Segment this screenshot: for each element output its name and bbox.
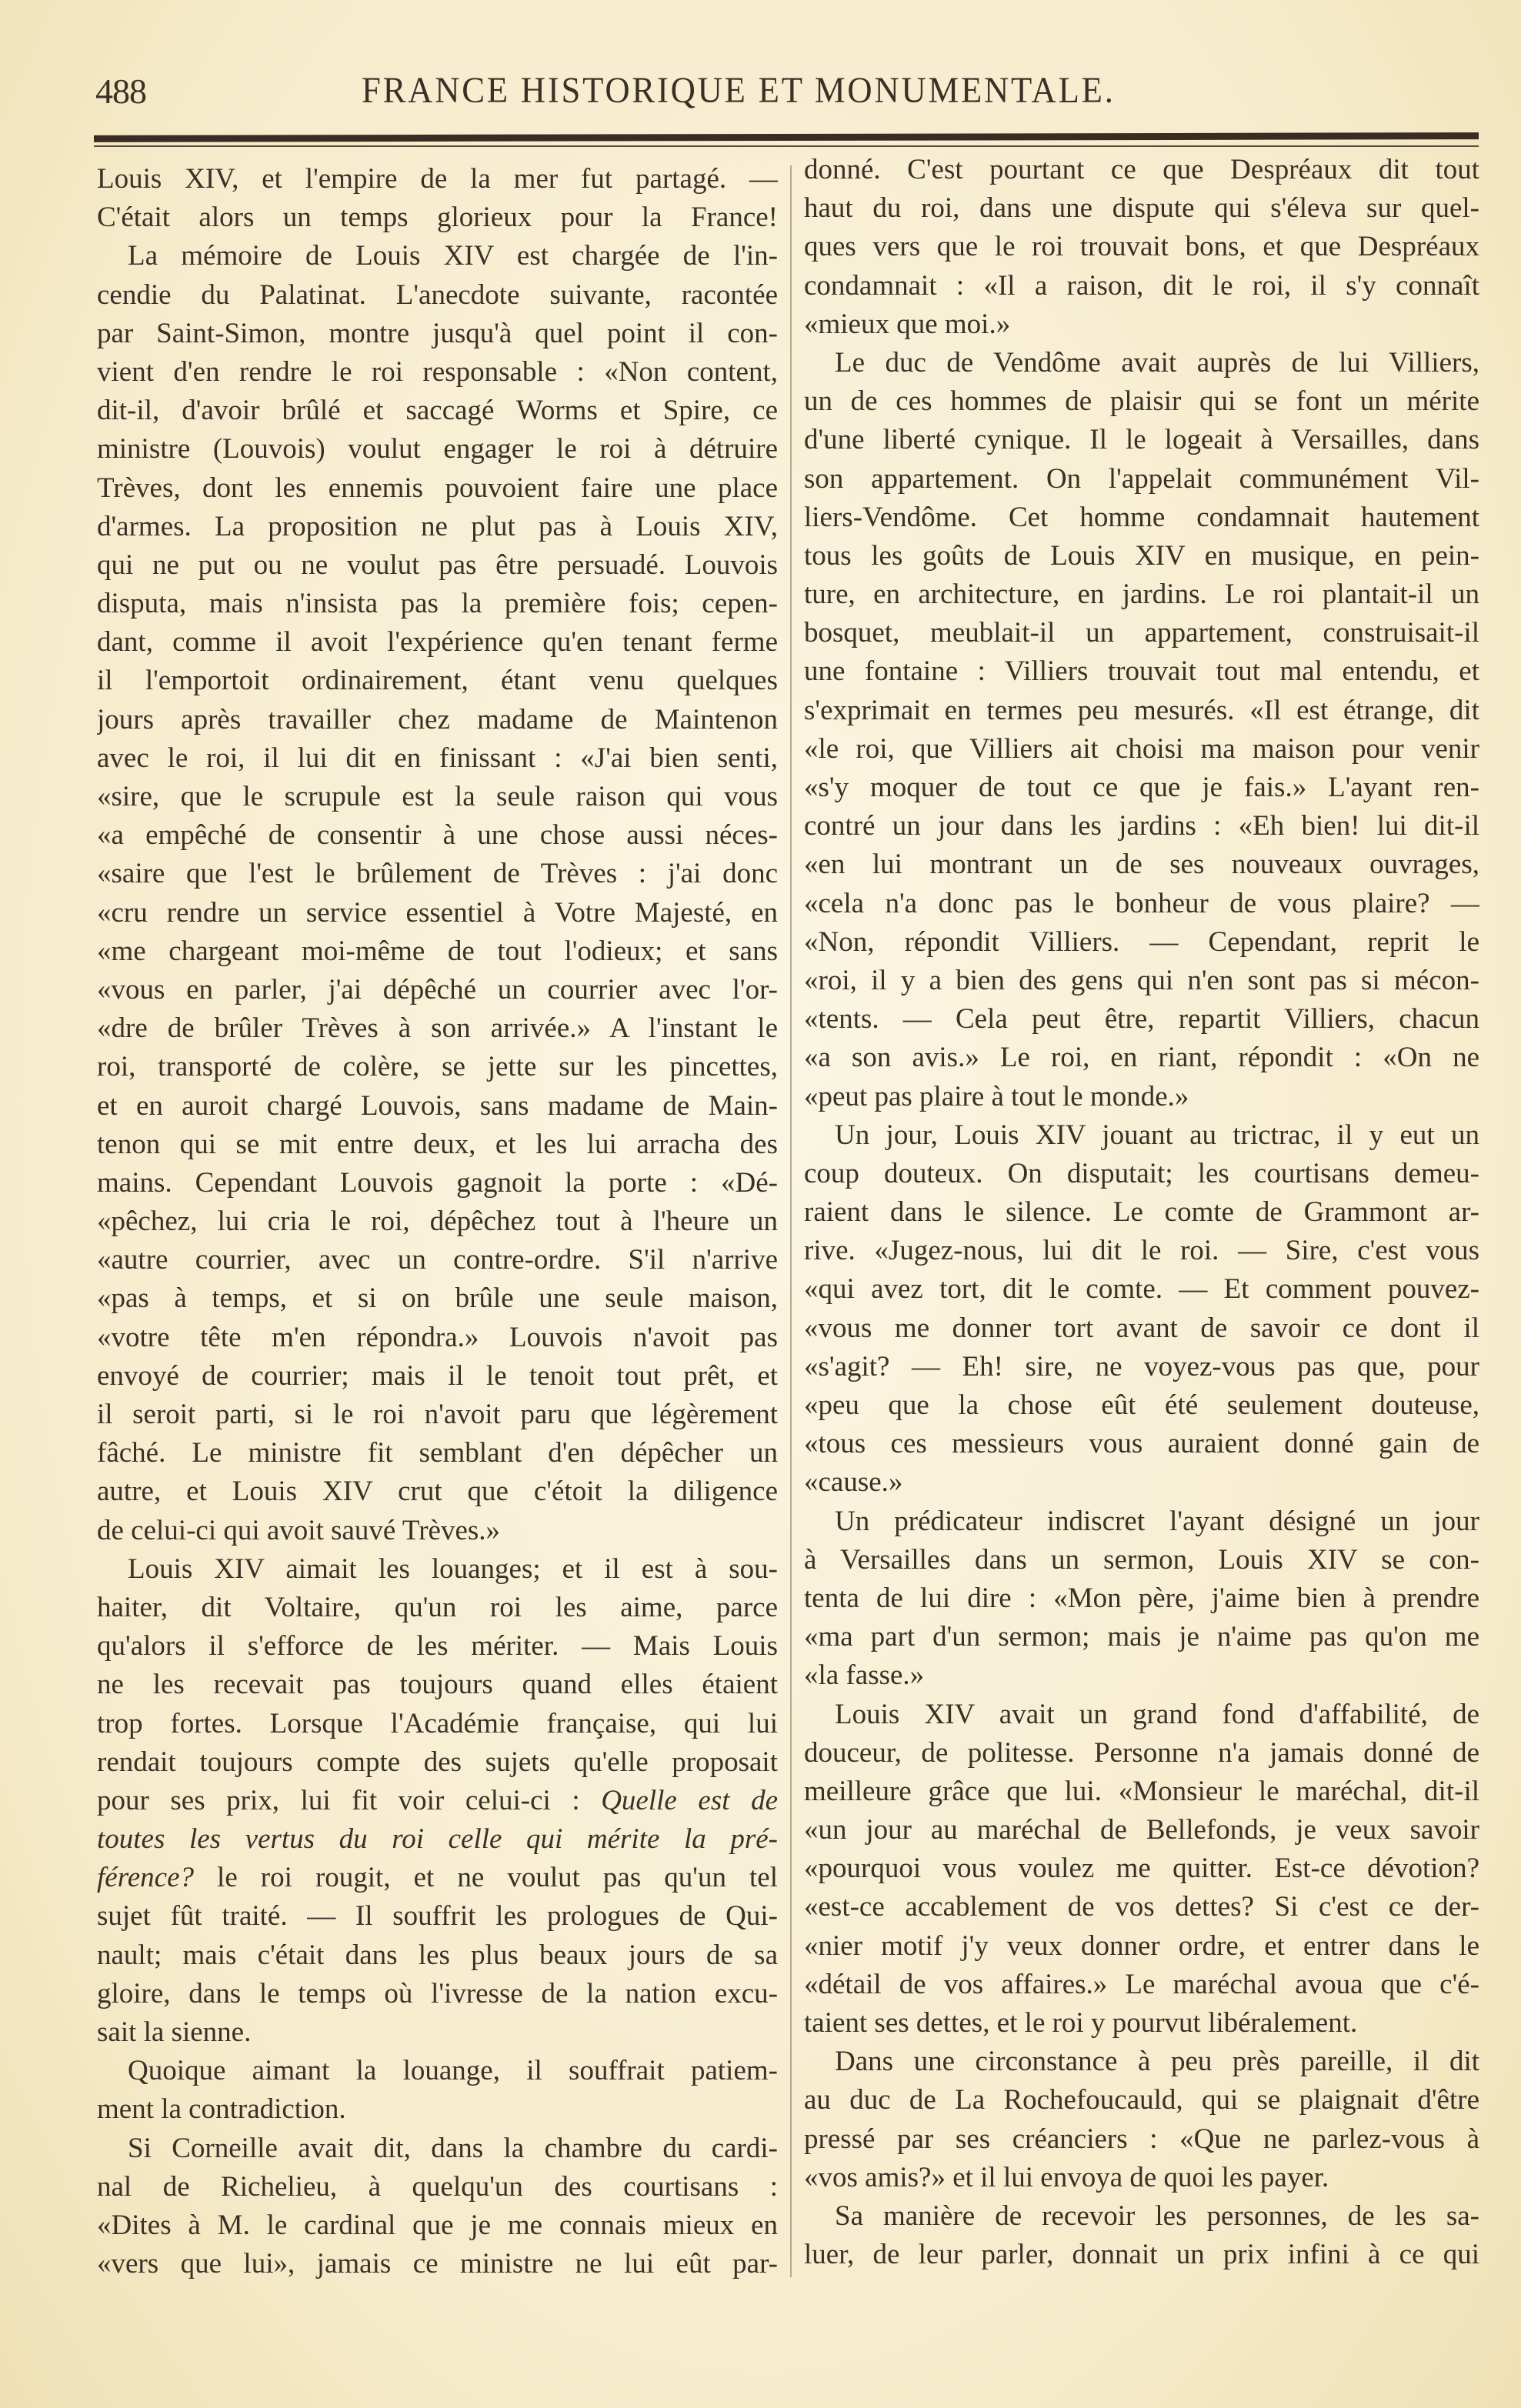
text-line: «dre de brûler Trèves à son arrivée.» A l'instant le bbox=[97, 1012, 778, 1045]
paragraph bbox=[97, 1550, 778, 2052]
text-line: «qui avez tort, dit le comte. — Et comment pouvez- bbox=[804, 1273, 1479, 1306]
italic-text: férence? bbox=[97, 1862, 194, 1894]
text-line: «la fasse.» bbox=[804, 1659, 925, 1692]
text-line: «peu que la chose eût été seulement douteuse, bbox=[804, 1389, 1479, 1421]
text-line: «détail de vos affaires.» Le maréchal avoua que c'é- bbox=[804, 1968, 1479, 2000]
text-line: qu'alors il s'efforce de les mériter. — Mais Louis bbox=[97, 1630, 778, 1663]
text-line: fâché. Le ministre fit semblant d'en dépêcher un bbox=[97, 1437, 778, 1469]
paragraph bbox=[97, 2052, 778, 2129]
text-line: Dans une circonstance à peu près pareille, il dit bbox=[835, 2046, 1479, 2078]
italic-text: toutes les vertus du roi celle qui mérite la pré- bbox=[97, 1823, 778, 1856]
text-line: jours après travailler chez madame de Maintenon bbox=[97, 703, 778, 735]
running-title: FRANCE HISTORIQUE ET MONUMENTALE. bbox=[362, 70, 1116, 111]
text-line: gloire, dans le temps où l'ivresse de la nation excu- bbox=[97, 1977, 778, 2009]
page-number: 488 bbox=[95, 72, 146, 111]
left-column bbox=[97, 160, 778, 2283]
text-line: sujet fût traité. — Il souffrit les prologues de Qui- bbox=[97, 1900, 778, 1933]
text-line: «sire, que le scrupule est la seule raison qui vous bbox=[97, 781, 778, 812]
paragraph bbox=[804, 344, 1479, 1116]
text-line: roi, transporté de colère, se jette sur les pincettes, bbox=[97, 1051, 778, 1083]
text-line: ne les recevait pas toujours quand elles étaient bbox=[97, 1669, 778, 1701]
text-line: «roi, il y a bien des gens qui n'en sont pas si mécon- bbox=[804, 964, 1479, 996]
text-line: Sa manière de recevoir les personnes, de les sa- bbox=[835, 2200, 1479, 2232]
text-line: raient dans le silence. Le comte de Grammont ar- bbox=[804, 1196, 1479, 1229]
text-line: «pêchez, lui cria le roi, dépêchez tout à l'heure un bbox=[97, 1206, 778, 1238]
text-line: «vous me donner tort avant de savoir ce dont il bbox=[804, 1312, 1479, 1344]
text-line: Trèves, dont les ennemis pouvoient faire une place bbox=[97, 472, 778, 504]
text-line: «saire que l'est le brûlement de Trèves : j'ai donc bbox=[97, 858, 778, 890]
text-line: «me chargeant moi-même de tout l'odieux; et sans bbox=[97, 935, 778, 967]
text-line: «a empêché de consentir à une chose aussi néces- bbox=[97, 819, 778, 852]
paragraph bbox=[804, 2043, 1479, 2197]
text-line: Le duc de Vendôme avait auprès de lui Villiers, bbox=[835, 346, 1479, 379]
text-line bbox=[97, 1820, 778, 1859]
text-line: envoyé de courrier; mais il le tenoit tout prêt, et bbox=[97, 1359, 778, 1392]
text-line: donné. C'est pourtant ce que Despréaux dit tout bbox=[804, 154, 1479, 185]
text-line: bosquet, meublait-il un appartement, construisait-il bbox=[804, 617, 1479, 649]
text-line: ministre (Louvois) voulut engager le roi à détruire bbox=[97, 433, 778, 465]
text-line: de celui-ci qui avoit sauvé Trèves.» bbox=[97, 1514, 501, 1546]
text-line: à Versailles dans un sermon, Louis XIV se con- bbox=[804, 1543, 1479, 1576]
text-line: taient ses dettes, et le roi y pourvut libéralement. bbox=[804, 2007, 1358, 2039]
text-line: une fontaine : Villiers trouvait tout mal entendu, et bbox=[804, 655, 1479, 688]
text-line: trop fortes. Lorsque l'Académie française, qui lui bbox=[97, 1707, 778, 1739]
text-line: ques vers que le roi trouvait bons, et que Despréaux bbox=[804, 231, 1479, 263]
text-line: douceur, de politesse. Personne n'a jamais donné de bbox=[804, 1736, 1479, 1769]
text-line: C'était alors un temps glorieux pour la France! bbox=[97, 202, 778, 234]
text-line: mains. Cependant Louvois gagnoit la porte : «Dé- bbox=[97, 1166, 778, 1199]
paragraph bbox=[97, 2130, 778, 2284]
text-line: par Saint-Simon, montre jusqu'à quel point il con- bbox=[97, 317, 778, 349]
text-line: haut du roi, dans une dispute qui s'éleva sur quel- bbox=[804, 192, 1479, 225]
text-line: avec le roi, il lui dit en finissant : «J'ai bien senti, bbox=[97, 742, 778, 774]
text-line: La mémoire de Louis XIV est chargée de l'in- bbox=[128, 240, 778, 272]
paragraph bbox=[804, 1696, 1479, 2043]
text-line: «un jour au maréchal de Bellefonds, je veux savoir bbox=[804, 1814, 1479, 1846]
paragraph bbox=[804, 2197, 1479, 2274]
text-line: coup douteux. On disputait; les courtisans demeu- bbox=[804, 1157, 1479, 1189]
text-line: contré un jour dans les jardins : «Eh bien! lui dit-il bbox=[804, 810, 1479, 842]
text-line: ment la contradiction. bbox=[97, 2093, 346, 2126]
paragraph bbox=[97, 160, 778, 237]
text-line: nal de Richelieu, à quelqu'un des courtisans : bbox=[97, 2170, 778, 2203]
text-line: liers-Vendôme. Cet homme condamnait hautement bbox=[804, 501, 1479, 533]
text-line: «s'agit? — Eh! sire, ne voyez-vous pas que, pour bbox=[804, 1350, 1479, 1382]
text-line: «mieux que moi.» bbox=[804, 308, 1011, 340]
text-line: au duc de La Rochefoucauld, qui se plaignait d'être bbox=[804, 2084, 1479, 2116]
text-line: «pas à temps, et si on brûle une seule maison, bbox=[97, 1282, 778, 1315]
text-line: nault; mais c'était dans les plus beaux jours de sa bbox=[97, 1939, 778, 1971]
text-line: «cela n'a donc pas le bonheur de vous plaire? — bbox=[804, 887, 1479, 919]
paragraph bbox=[97, 237, 778, 1549]
column-divider bbox=[790, 165, 792, 2277]
text-line: «est-ce accablement de vos dettes? Si c'est ce der- bbox=[804, 1891, 1479, 1923]
text-line: «cause.» bbox=[804, 1466, 903, 1499]
text-line: «tents. — Cela peut être, repartit Villiers, chacun bbox=[804, 1003, 1479, 1036]
paragraph bbox=[804, 1116, 1479, 1502]
paragraph bbox=[804, 151, 1479, 344]
text-line: meilleure grâce que lui. «Monsieur le maréchal, dit-il bbox=[804, 1775, 1479, 1807]
text-line: dit-il, d'avoir brûlé et saccagé Worms et Spire, ce bbox=[97, 395, 778, 427]
text-line: d'une liberté cynique. Il le logeait à Versailles, dans bbox=[804, 424, 1479, 456]
text-line: «a son avis.» Le roi, en riant, répondit : «On ne bbox=[804, 1042, 1479, 1074]
text-line: «tous ces messieurs vous auraient donné gain de bbox=[804, 1428, 1479, 1460]
text-line: cendie du Palatinat. L'anecdote suivante, racontée bbox=[97, 278, 778, 311]
text-line: il seroit parti, si le roi n'avoit paru que légèrement bbox=[97, 1399, 778, 1430]
text-line: «en lui montrant un de ses nouveaux ouvrages, bbox=[804, 849, 1479, 881]
text-line: Louis XIV aimait les louanges; et il est à sou- bbox=[128, 1553, 778, 1585]
text-line: tenta de lui dire : «Mon père, j'aime bien à prendre bbox=[804, 1582, 1479, 1614]
header-rule-thin bbox=[94, 145, 1479, 147]
text-line: tenon qui se mit entre deux, et les lui arracha des bbox=[97, 1128, 778, 1160]
text-line: s'exprimait en termes peu mesurés. «Il est étrange, dit bbox=[804, 694, 1479, 726]
text-line: Un prédicateur indiscret l'ayant désigné un jour bbox=[835, 1505, 1479, 1537]
text-line: «votre tête m'en répondra.» Louvois n'avoit pas bbox=[97, 1321, 778, 1353]
paragraph bbox=[804, 1502, 1479, 1696]
text-line: rive. «Jugez-nous, lui dit le roi. — Sire, c'est vous bbox=[804, 1235, 1479, 1267]
text-line: Un jour, Louis XIV jouant au trictrac, il y eut un bbox=[835, 1119, 1479, 1151]
text-segment: le roi rougit, et ne voulut pas qu'un tel bbox=[194, 1862, 778, 1894]
text-line: «cru rendre un service essentiel à Votre Majesté, en bbox=[97, 896, 778, 929]
text-line: rendait toujours compte des sujets qu'elle proposait bbox=[97, 1746, 778, 1778]
text-line bbox=[97, 1859, 778, 1897]
text-line: condamnait : «Il a raison, dit le roi, il s'y connaît bbox=[804, 269, 1479, 302]
text-line bbox=[97, 1782, 778, 1820]
text-line: vient d'en rendre le roi responsable : «Non content, bbox=[97, 355, 778, 388]
text-line: Louis XIV avait un grand fond d'affabilité, de bbox=[835, 1698, 1479, 1730]
text-line: «pourquoi vous voulez me quitter. Est-ce dévotion? bbox=[804, 1853, 1479, 1885]
text-line: qui ne put ou ne voulut pas être persuadé. Louvois bbox=[97, 549, 778, 581]
text-line: «nier motif j'y veux donner ordre, et entrer dans le bbox=[804, 1929, 1479, 1962]
text-line: Quoique aimant la louange, il souffrait patiem- bbox=[128, 2055, 778, 2087]
text-line: «s'y moquer de tout ce que je fais.» L'ayant ren- bbox=[804, 772, 1479, 803]
text-line: disputa, mais n'insista pas la première fois; cepen- bbox=[97, 588, 778, 620]
text-line: tous les goûts de Louis XIV en musique, en pein- bbox=[804, 539, 1479, 572]
text-line: «le roi, que Villiers ait choisi ma maison pour venir bbox=[804, 732, 1479, 765]
text-line: «vos amis?» et il lui envoya de quoi les payer. bbox=[804, 2161, 1329, 2193]
text-line: son appartement. On l'appelait communément Vil- bbox=[804, 462, 1479, 495]
text-line: et en auroit chargé Louvois, sans madame de Main- bbox=[97, 1089, 778, 1122]
text-line: Louis XIV, et l'empire de la mer fut partagé. — bbox=[97, 163, 778, 195]
text-line: «autre courrier, avec un contre-ordre. S'il n'arrive bbox=[97, 1244, 778, 1276]
text-line: autre, et Louis XIV crut que c'étoit la diligence bbox=[97, 1476, 778, 1508]
right-column bbox=[804, 151, 1479, 2274]
text-line: haiter, dit Voltaire, qu'un roi les aime, parce bbox=[97, 1591, 778, 1623]
text-line: luer, de leur parler, donnait un prix infini à ce qui bbox=[804, 2239, 1479, 2271]
text-line: pressé par ses créanciers : «Que ne parlez-vous à bbox=[804, 2123, 1479, 2155]
text-line: dant, comme il avoit l'expérience qu'en tenant ferme bbox=[97, 626, 778, 659]
text-line: ture, en architecture, en jardins. Le roi plantait-il un bbox=[804, 579, 1479, 611]
text-line: «vous en parler, j'ai dépêché un courrier avec l'or- bbox=[97, 973, 778, 1006]
text-line: Si Corneille avait dit, dans la chambre du cardi- bbox=[128, 2132, 778, 2164]
text-line: un de ces hommes de plaisir qui se font un mérite bbox=[804, 385, 1479, 418]
text-line: d'armes. La proposition ne plut pas à Louis XIV, bbox=[97, 510, 778, 542]
text-line: «peut pas plaire à tout le monde.» bbox=[804, 1080, 1189, 1112]
text-segment: pour ses prix, lui fit voir celui-ci : bbox=[97, 1784, 602, 1816]
text-line: sait la sienne. bbox=[97, 2016, 252, 2048]
text-line: «Dites à M. le cardinal que je me connais mieux en bbox=[97, 2209, 778, 2241]
text-line: «ma part d'un sermon; mais je n'aime pas qu'on me bbox=[804, 1621, 1479, 1653]
text-line: «Non, répondit Villiers. — Cependant, reprit le bbox=[804, 926, 1479, 958]
text-line: il l'emportoit ordinairement, étant venu quelques bbox=[97, 665, 778, 697]
italic-text: Quelle est de bbox=[601, 1784, 778, 1816]
text-line: «vers que lui», jamais ce ministre ne lui eût par- bbox=[97, 2248, 778, 2280]
